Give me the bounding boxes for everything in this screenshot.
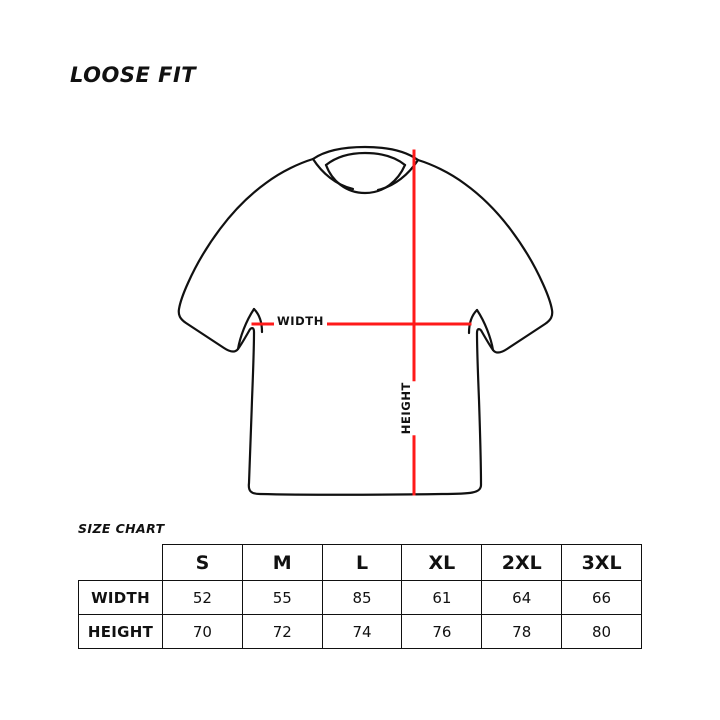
column-header-s: S bbox=[163, 545, 243, 581]
tshirt-illustration bbox=[150, 125, 580, 515]
cell-width-3xl: 66 bbox=[562, 581, 642, 615]
column-header-xl: XL bbox=[402, 545, 482, 581]
height-label: HEIGHT bbox=[396, 381, 416, 435]
page-title: LOOSE FIT bbox=[70, 63, 197, 87]
cell-width-l: 85 bbox=[322, 581, 402, 615]
size-chart-caption: SIZE CHART bbox=[78, 521, 165, 536]
column-header-m: M bbox=[242, 545, 322, 581]
cell-height-3xl: 80 bbox=[562, 615, 642, 649]
cell-height-l: 74 bbox=[322, 615, 402, 649]
row-header-width: WIDTH bbox=[79, 581, 163, 615]
width-label: WIDTH bbox=[274, 313, 327, 329]
cell-width-s: 52 bbox=[163, 581, 243, 615]
cell-height-2xl: 78 bbox=[482, 615, 562, 649]
cell-height-xl: 76 bbox=[402, 615, 482, 649]
column-header-3xl: 3XL bbox=[562, 545, 642, 581]
cell-width-2xl: 64 bbox=[482, 581, 562, 615]
table-row bbox=[79, 581, 642, 615]
column-header-2xl: 2XL bbox=[482, 545, 562, 581]
cell-height-m: 72 bbox=[242, 615, 322, 649]
table-row bbox=[79, 615, 642, 649]
cell-width-m: 55 bbox=[242, 581, 322, 615]
column-header-l: L bbox=[322, 545, 402, 581]
size-chart-table bbox=[78, 544, 642, 649]
table-header-row bbox=[79, 545, 642, 581]
cell-width-xl: 61 bbox=[402, 581, 482, 615]
cell-height-s: 70 bbox=[163, 615, 243, 649]
row-header-height: HEIGHT bbox=[79, 615, 163, 649]
table-corner-cell bbox=[79, 545, 163, 581]
tshirt-outline-svg bbox=[150, 125, 580, 515]
